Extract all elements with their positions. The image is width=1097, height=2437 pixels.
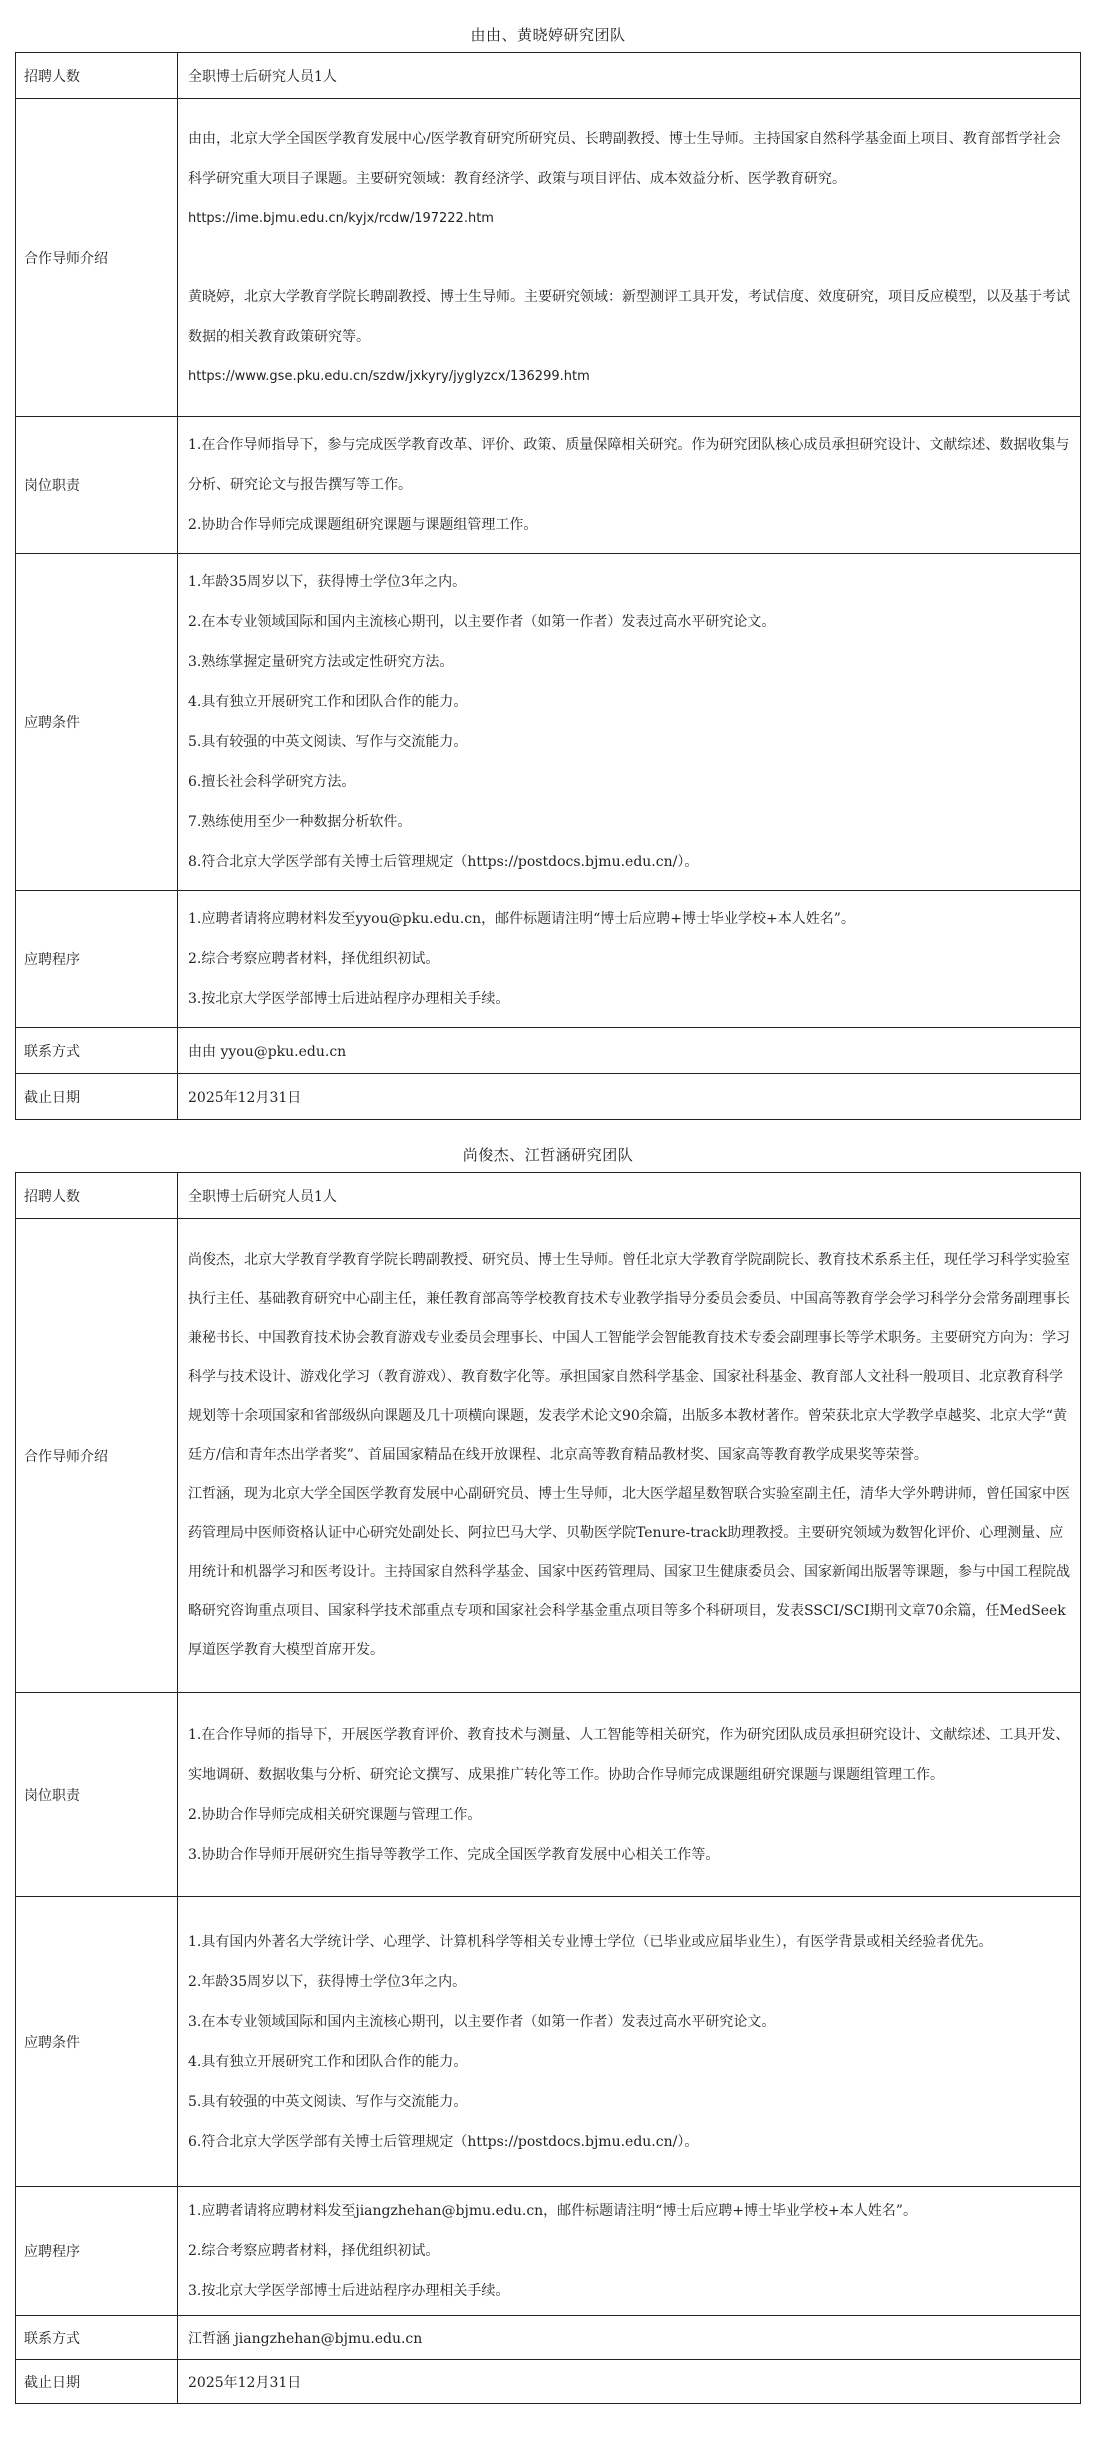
advisor-content bbox=[178, 1219, 1081, 1693]
row-duties bbox=[16, 417, 1081, 554]
row-label: 合作导师介绍 bbox=[16, 99, 178, 417]
recruitment-table bbox=[15, 52, 1081, 1120]
list-item: 1.应聘者请将应聘材料发至yyou@pku.edu.cn，邮件标题请注明“博士后应聘+博士毕业学校+本人姓名”。 bbox=[188, 911, 855, 927]
headcount-value: 全职博士后研究人员1人 bbox=[178, 1173, 1081, 1219]
advisor-bio: 黄晓婷，北京大学教育学院长聘副教授、博士生导师。主要研究领域：新型测评工具开发，考试信度、效度研究，项目反应模型，以及基于考试数据的相关教育政策研究等。 bbox=[188, 288, 1070, 345]
advisor-bio: 由由，北京大学全国医学教育发展中心/医学教育研究所研究员、长聘副教授、博士生导师。主持国家自然科学基金面上项目、教育部哲学社会科学研究重大项目子课题。主要研究领域：教育经济学、政策与项目评估、成本效益分析、医学教育研究。 bbox=[188, 130, 1061, 187]
row-label: 招聘人数 bbox=[16, 53, 178, 99]
row-label: 联系方式 bbox=[16, 2316, 178, 2360]
row-headcount bbox=[16, 53, 1081, 99]
row-label: 应聘条件 bbox=[16, 554, 178, 891]
requirements-content bbox=[178, 554, 1081, 891]
list-item: 1.在合作导师指导下，参与完成医学教育改革、评价、政策、质量保障相关研究。作为研究团队核心成员承担研究设计、文献综述、数据收集与分析、研究论文与报告撰写等工作。 bbox=[188, 437, 1070, 493]
row-advisor bbox=[16, 1219, 1081, 1693]
advisor-profile-link[interactable]: https://ime.bjmu.edu.cn/kyjx/rcdw/197222.htm bbox=[188, 210, 494, 226]
list-item: 3.按北京大学医学部博士后进站程序办理相关手续。 bbox=[188, 2283, 510, 2299]
list-item: 3.熟练掌握定量研究方法或定性研究方法。 bbox=[188, 654, 454, 670]
list-item: 1.年龄35周岁以下，获得博士学位3年之内。 bbox=[188, 574, 467, 590]
row-headcount bbox=[16, 1173, 1081, 1219]
team-title: 由由、黄晓婷研究团队 bbox=[470, 26, 626, 44]
advisor-bio: 尚俊杰，北京大学教育学教育学院长聘副教授、研究员、博士生导师。曾任北京大学教育学院副院长、教育技术系系主任，现任学习科学实验室执行主任、基础教育研究中心副主任，兼任教育部高等学校教育技术专业教学指导分委员会委员、中国高等教育学会学习科学分会常务副理事长兼秘书长、中国教育技术协会教育游戏专业委员会理事长、中国人工智能学会智能教育技术专委会副理事长等学术职务。主要研究方向为：学习科学与技术设计、游戏化学习（教育游戏）、教育数字化等。承担国家自然科学基金、国家社科基金、教育部人文社科一般项目、北京教育科学规划等十余项国家和省部级纵向课题及几十项横向课题，发表学术论文90余篇，出版多本教材著作。曾荣获北京大学教学卓越奖、北京大学“黄廷方/信和青年杰出学者奖”、首届国家精品在线开放课程、北京高等教育精品教材奖、国家高等教育教学成果奖等荣誉。 bbox=[188, 1252, 1070, 1463]
row-label: 截止日期 bbox=[16, 1074, 178, 1120]
row-procedure bbox=[16, 891, 1081, 1028]
list-item: 2.在本专业领域国际和国内主流核心期刊，以主要作者（如第一作者）发表过高水平研究论文。 bbox=[188, 614, 776, 630]
row-label: 合作导师介绍 bbox=[16, 1219, 178, 1693]
duties-content bbox=[178, 417, 1081, 554]
list-item: 1.应聘者请将应聘材料发至jiangzhehan@bjmu.edu.cn，邮件标题请注明“博士后应聘+博士毕业学校+本人姓名”。 bbox=[188, 2203, 917, 2219]
list-item: 3.协助合作导师开展研究生指导等教学工作、完成全国医学教育发展中心相关工作等。 bbox=[188, 1846, 720, 1863]
row-deadline bbox=[16, 1074, 1081, 1120]
row-procedure bbox=[16, 2187, 1081, 2316]
duties-content bbox=[178, 1693, 1081, 1897]
procedure-content bbox=[178, 2187, 1081, 2316]
list-item: 6.符合北京大学医学部有关博士后管理规定（https://postdocs.bjmu.edu.cn/）。 bbox=[188, 2133, 699, 2150]
advisor-bio: 江哲涵，现为北京大学全国医学教育发展中心副研究员、博士生导师，北大医学超星数智联合实验室副主任，清华大学外聘讲师，曾任国家中医药管理局中医师资格认证中心研究处副处长、阿拉巴马大学、贝勒医学院Tenure-track助理教授。主要研究领域为数智化评价、心理测量、应用统计和机器学习和医考设计。主持国家自然科学基金、国家中医药管理局、国家卫生健康委员会、国家新闻出版署等课题，参与中国工程院战略研究咨询重点项目、国家科学技术部重点专项和国家社会科学基金重点项目等多个科研项目，发表SSCI/SCI期刊文章70余篇，任MedSeek厚道医学教育大模型首席开发。 bbox=[188, 1486, 1070, 1658]
procedure-content bbox=[178, 891, 1081, 1028]
row-label: 岗位职责 bbox=[16, 1693, 178, 1897]
row-deadline bbox=[16, 2360, 1081, 2404]
team-section-1 bbox=[15, 18, 1081, 1120]
list-item: 7.熟练使用至少一种数据分析软件。 bbox=[188, 814, 412, 830]
deadline-value: 2025年12月31日 bbox=[178, 2360, 1081, 2404]
advisor-profile-link[interactable]: https://www.gse.pku.edu.cn/szdw/jxkyry/jyglyzcx/136299.htm bbox=[188, 368, 590, 384]
contact-value: 由由 yyou@pku.edu.cn bbox=[178, 1028, 1081, 1074]
row-requirements bbox=[16, 1897, 1081, 2187]
row-label: 岗位职责 bbox=[16, 417, 178, 554]
row-label: 联系方式 bbox=[16, 1028, 178, 1074]
row-contact bbox=[16, 2316, 1081, 2360]
row-duties bbox=[16, 1693, 1081, 1897]
list-item: 4.具有独立开展研究工作和团队合作的能力。 bbox=[188, 694, 468, 710]
list-item: 5.具有较强的中英文阅读、写作与交流能力。 bbox=[188, 734, 468, 750]
list-item: 2.协助合作导师完成相关研究课题与管理工作。 bbox=[188, 1806, 482, 1823]
headcount-value: 全职博士后研究人员1人 bbox=[178, 53, 1081, 99]
list-item: 3.在本专业领域国际和国内主流核心期刊，以主要作者（如第一作者）发表过高水平研究论文。 bbox=[188, 2013, 776, 2030]
list-item: 6.擅长社会科学研究方法。 bbox=[188, 774, 356, 790]
team-section-2 bbox=[15, 1138, 1081, 2404]
list-item: 1.在合作导师的指导下，开展医学教育评价、教育技术与测量、人工智能等相关研究，作为研究团队成员承担研究设计、文献综述、工具开发、实地调研、数据收集与分析、研究论文撰写、成果推广转化等工作。协助合作导师完成课题组研究课题与课题组管理工作。 bbox=[188, 1726, 1070, 1783]
list-item: 3.按北京大学医学部博士后进站程序办理相关手续。 bbox=[188, 991, 510, 1007]
requirements-content bbox=[178, 1897, 1081, 2187]
recruitment-table bbox=[15, 1172, 1081, 2404]
row-requirements bbox=[16, 554, 1081, 891]
list-item: 5.具有较强的中英文阅读、写作与交流能力。 bbox=[188, 2093, 468, 2110]
row-label: 应聘条件 bbox=[16, 1897, 178, 2187]
deadline-value: 2025年12月31日 bbox=[178, 1074, 1081, 1120]
list-item: 2.综合考察应聘者材料，择优组织初试。 bbox=[188, 2243, 440, 2259]
list-item: 2.综合考察应聘者材料，择优组织初试。 bbox=[188, 951, 440, 967]
list-item: 1.具有国内外著名大学统计学、心理学、计算机科学等相关专业博士学位（已毕业或应届毕业生），有医学背景或相关经验者优先。 bbox=[188, 1933, 993, 1950]
row-label: 招聘人数 bbox=[16, 1173, 178, 1219]
contact-value: 江哲涵 jiangzhehan@bjmu.edu.cn bbox=[178, 2316, 1081, 2360]
list-item: 4.具有独立开展研究工作和团队合作的能力。 bbox=[188, 2053, 468, 2070]
list-item: 2.协助合作导师完成课题组研究课题与课题组管理工作。 bbox=[188, 517, 538, 533]
row-label: 截止日期 bbox=[16, 2360, 178, 2404]
row-contact bbox=[16, 1028, 1081, 1074]
row-advisor bbox=[16, 99, 1081, 417]
row-label: 应聘程序 bbox=[16, 891, 178, 1028]
list-item: 2.年龄35周岁以下，获得博士学位3年之内。 bbox=[188, 1973, 467, 1990]
list-item: 8.符合北京大学医学部有关博士后管理规定（https://postdocs.bjmu.edu.cn/）。 bbox=[188, 854, 699, 870]
advisor-content bbox=[178, 99, 1081, 417]
row-label: 应聘程序 bbox=[16, 2187, 178, 2316]
team-title: 尚俊杰、江哲涵研究团队 bbox=[462, 1146, 634, 1164]
